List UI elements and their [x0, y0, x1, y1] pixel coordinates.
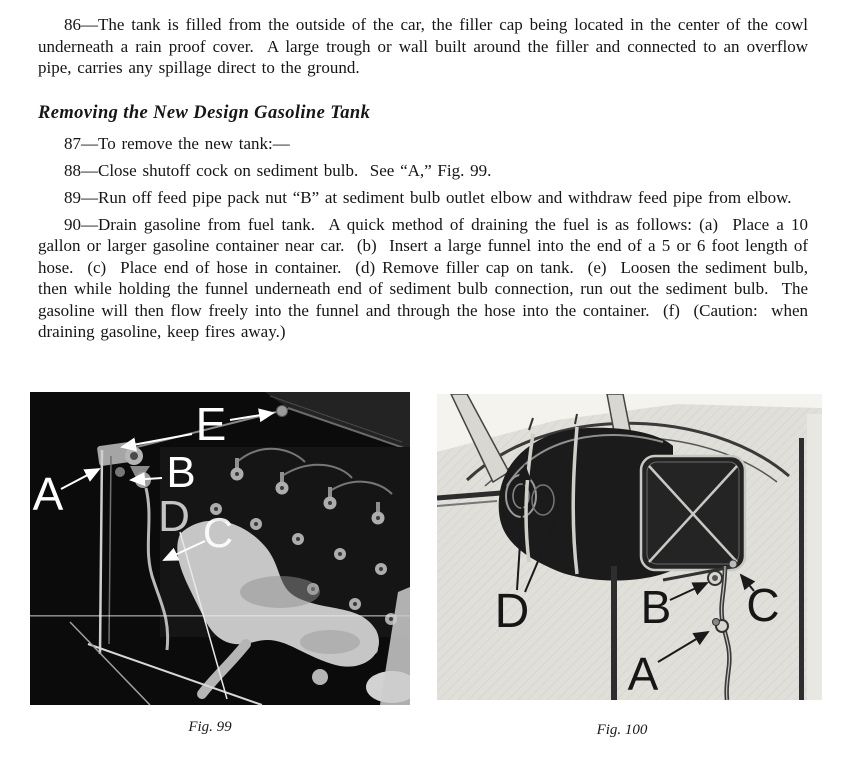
fig-100-image: [437, 394, 822, 700]
paragraph-89: 89—Run off feed pipe pack nut “B” at sediment bulb outlet elbow and withdraw feed pipe from elbow.: [64, 187, 792, 207]
paragraph-88: 88—Close shutoff cock on sediment bulb. See “A,” Fig. 99.: [64, 160, 492, 180]
section-heading: Removing the New Design Gasoline Tank: [38, 102, 371, 123]
fig99-label-e: E: [195, 398, 227, 450]
fig99-label-c: C: [202, 509, 234, 556]
paragraph-90: 90—Drain gasoline from fuel tank. A quick method of draining the fuel is as follows: (a) Place a 10 gallon or larger gasoline container near car. (b) Insert a large funnel into the end of a 5 or 6 foot length of hose. (c) Place end of hose in container. (d) Remove filler cap on tank. (e) Loosen the sediment bulb, then while holding the funnel underneath end of sediment bulb connection, run out the sediment bulb. The gasoline will then flow freely into the funnel and through the hose into the container. (f) (Caution: when draining gasoline, keep fires away.): [38, 214, 808, 341]
text-column: [38, 14, 808, 343]
fig100-label-b: B: [640, 581, 672, 633]
engine-photo-illustration: [30, 392, 410, 705]
fig100-label-a: A: [627, 648, 659, 700]
fig-100-caption: Fig. 100: [596, 722, 648, 738]
fig100-label-d: D: [494, 585, 530, 638]
gas-tank-illustration: [437, 394, 822, 700]
fig-99-caption: Fig. 99: [188, 719, 232, 735]
fig99-label-b: B: [166, 448, 196, 497]
paragraph-87: 87—To remove the new tank:—: [64, 133, 290, 153]
fig100-label-c: C: [746, 579, 780, 631]
fig99-label-d: D: [158, 492, 190, 541]
paragraph-86: 86—The tank is filled from the outside of the car, the filler cap being located in the center of the cowl underneath a rain proof cover. A large trough or wall built around the filler and connected to an overflow pipe, carries any spillage direct to the ground.: [38, 15, 808, 77]
fig-99-image: [30, 392, 410, 705]
fig99-label-a: A: [32, 468, 64, 520]
